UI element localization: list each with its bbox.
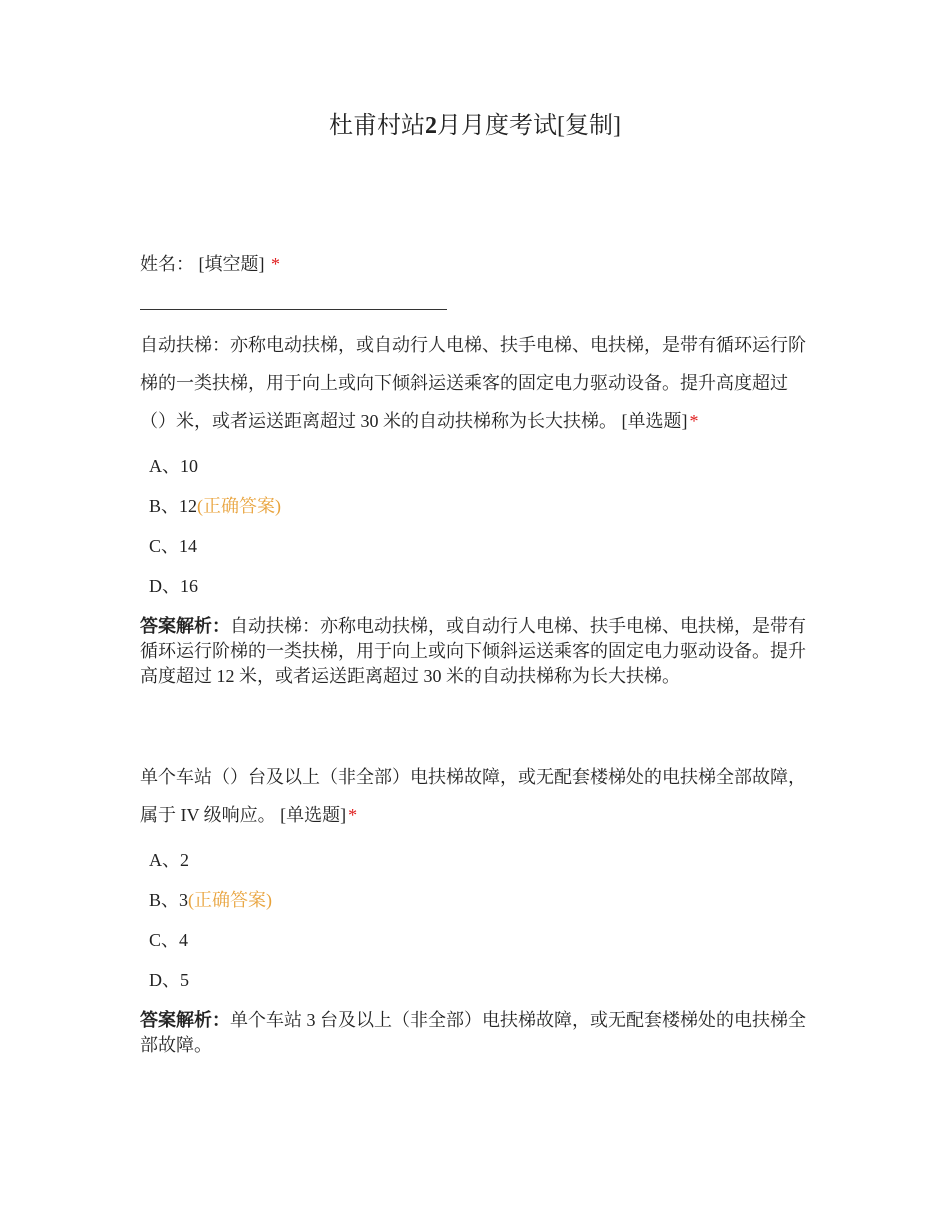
option-d[interactable] (149, 960, 812, 1000)
option-label: D、16 (149, 576, 198, 596)
correct-answer-note: (正确答案) (188, 890, 273, 910)
option-a[interactable] (149, 446, 812, 486)
question-type-tag: [填空题] (198, 254, 265, 274)
analysis-label: 答案解析： (140, 616, 230, 636)
question-2-text (140, 758, 812, 834)
required-mark: * (689, 411, 699, 431)
option-d[interactable] (149, 566, 812, 606)
required-mark: * (348, 805, 358, 825)
title-prefix: 杜甫村站 (329, 113, 425, 139)
option-a[interactable] (149, 840, 812, 880)
question-2-body: 单个车站（）台及以上（非全部）电扶梯故障，或无配套楼梯处的电扶梯全部故障，属于 IV 级响应。 (140, 767, 806, 825)
question-2 (140, 758, 812, 1058)
question-1-text (140, 326, 812, 440)
name-answer-line[interactable] (140, 309, 447, 310)
option-b[interactable] (149, 880, 812, 920)
option-c[interactable] (149, 920, 812, 960)
option-label: B、3 (149, 890, 189, 910)
option-c[interactable] (149, 526, 812, 566)
option-label: B、12 (149, 496, 198, 516)
title-number: 2 (425, 113, 437, 139)
title-suffix: 月月度考试[复制] (437, 113, 621, 139)
option-label: C、4 (149, 930, 189, 950)
option-label: A、2 (149, 850, 189, 870)
option-label: D、5 (149, 970, 189, 990)
question-2-options (149, 840, 812, 1000)
name-question-text (140, 245, 812, 283)
question-type-tag: [单选题] (280, 805, 347, 825)
question-1 (140, 326, 812, 689)
answer-analysis (140, 1008, 812, 1058)
question-1-body: 自动扶梯：亦称电动扶梯，或自动行人电梯、扶手电梯、电扶梯，是带有循环运行阶梯的一类扶梯，用于向上或向下倾斜运送乘客的固定电力驱动设备。提升高度超过（）米，或者运送距离超过 30 米的自动扶梯称为长大扶梯。 (140, 335, 806, 431)
correct-answer-note: (正确答案) (197, 496, 282, 516)
question-type-tag: [单选题] (621, 411, 688, 431)
required-mark: * (271, 254, 280, 274)
answer-analysis (140, 614, 812, 689)
option-b[interactable] (149, 486, 812, 526)
option-label: A、10 (149, 456, 198, 476)
analysis-text: 单个车站 3 台及以上（非全部）电扶梯故障，或无配套楼梯处的电扶梯全部故障。 (140, 1010, 806, 1055)
option-label: C、14 (149, 536, 198, 556)
analysis-text: 自动扶梯：亦称电动扶梯，或自动行人电梯、扶手电梯、电扶梯，是带有循环运行阶梯的一类扶梯，用于向上或向下倾斜运送乘客的固定电力驱动设备。提升高度超过 12 米，或者运送距离超过 30 米的自动扶梯称为长大扶梯。 (140, 616, 806, 686)
name-label: 姓名： (140, 254, 194, 274)
question-1-options (149, 446, 812, 606)
name-question (140, 245, 812, 310)
analysis-label: 答案解析： (140, 1010, 230, 1030)
page-title (0, 108, 950, 144)
